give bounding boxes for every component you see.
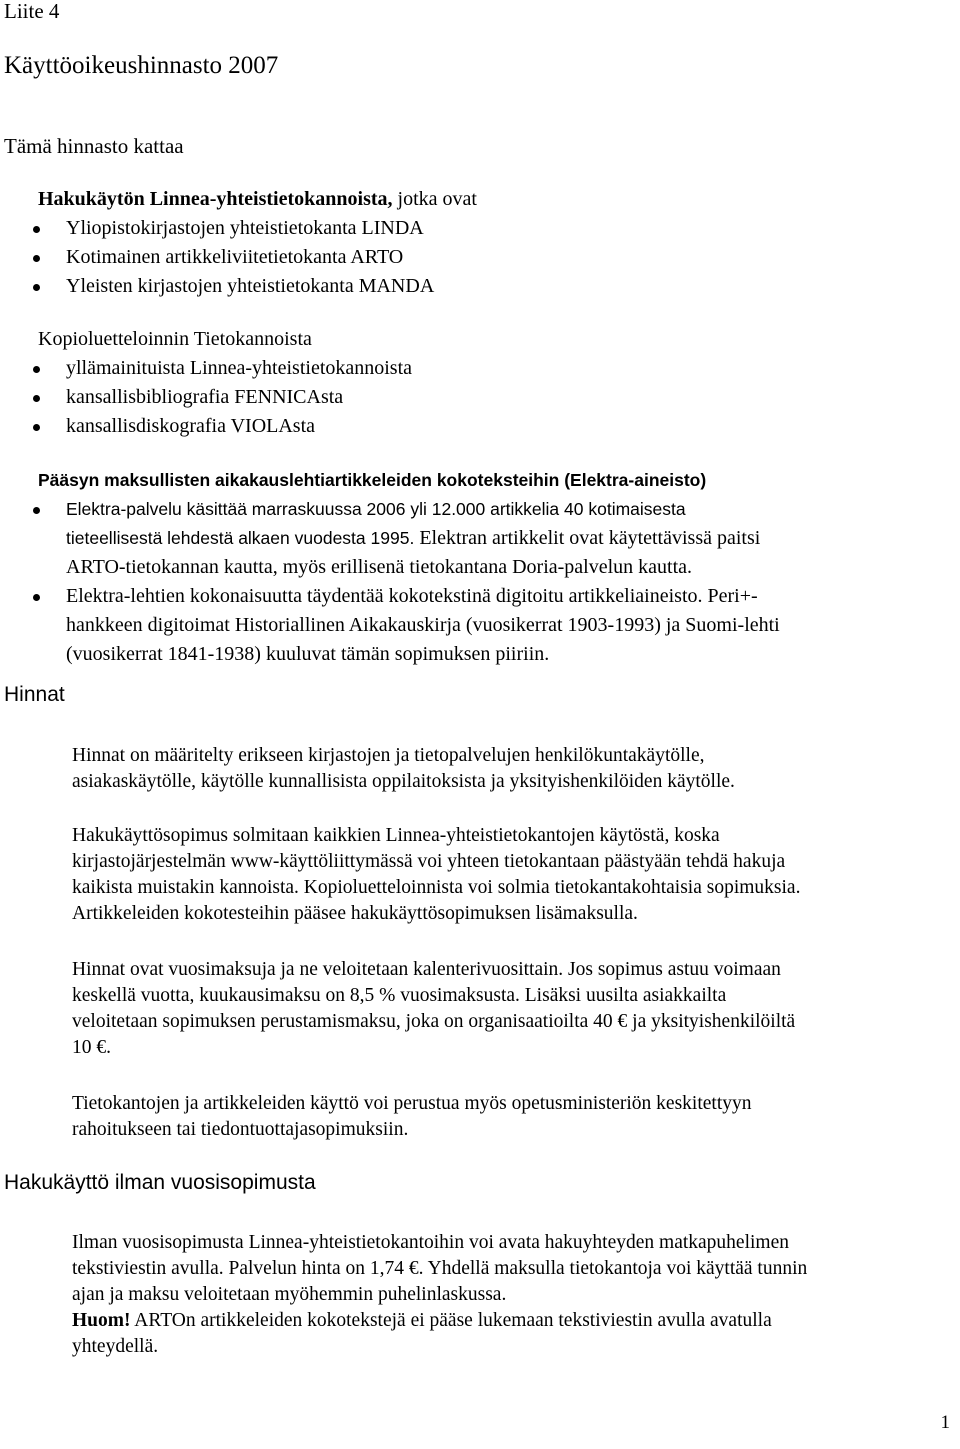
text-line: Hakukäyttösopimus solmitaan kaikkien Linnea-yhteistietokantojen käytöstä, koska [72,825,720,846]
section-copy-heading: Kopioluetteloinnin Tietokannoista [38,328,312,350]
text-line: kaikista muistakin kannoista. Kopioluetteloinnista voi solmia tietokantakohtaisia sopimuksia. [72,877,801,898]
section-elektra-heading: Pääsyn maksullisten aikakauslehtiartikkeleiden kokoteksteihin (Elektra-aineisto) [38,470,707,490]
text-line: veloitetaan sopimuksen perustamismaksu, joka on organisaatioilta 40 € ja yksityishenkilöiltä [72,1011,796,1032]
section-copy-list [0,354,412,441]
elektra-item1-line2 [66,524,780,553]
text-line: Tietokantojen ja artikkeleiden käyttö voi perustua myös opetusministeriön keskitettyyn [72,1093,752,1114]
text-line: kirjastojärjestelmän www-käyttöliittymässä voi yhteen tietokantaan päästyään tehdä hakuja [72,851,786,872]
list-item [0,243,477,272]
text-line: ajan ja maksu veloitetaan myöhemmin puhelinlaskussa. [72,1284,507,1305]
elektra-item2-line3: (vuosikerrat 1841-1938) kuuluvat tämän sopimuksen piiriin. [66,643,550,665]
list-item [0,412,412,441]
bullet-icon [33,424,40,431]
intro-text: Tämä hinnasto kattaa [4,134,184,158]
bullet-icon [33,226,40,233]
list-item-text: Yleisten kirjastojen yhteistietokanta MANDA [66,275,435,297]
prices-heading: Hinnat [4,683,65,706]
section-search-heading [38,185,477,214]
prices-paragraph-1 [72,743,735,795]
text-line: keskellä vuotta, kuukausimaksu on 8,5 % vuosimaksusta. Lisäksi uusilta asiakkailta [72,985,727,1006]
elektra-item1-line2-sans: tieteellisestä lehdestä alkaen vuodesta 1995. [66,528,415,548]
bullet-icon [33,594,40,601]
note-line [72,1308,807,1334]
note-label: Huom! [72,1310,131,1331]
list-item [0,272,477,301]
section-search-heading-bold: Hakukäytön Linnea-yhteistietokannoista, [38,188,393,210]
list-item-text: Kotimainen artikkeliviitetietokanta ARTO [66,246,404,268]
elektra-item1-line2-serif: Elektran artikkelit ovat käytettävissä paitsi [414,527,761,549]
text-line: Artikkeleiden kokotesteihin pääsee hakukäyttösopimuksen lisämaksulla. [72,903,638,924]
text-line: asiakaskäytölle, käytölle kunnallisista oppilaitoksista ja yksityishenkilöiden käytölle. [72,771,735,792]
list-item [0,383,412,412]
text-line: tekstiviestin avulla. Palvelun hinta on 1,74 €. Yhdellä maksulla tietokantoja voi käyttää tunnin [72,1258,808,1279]
list-item-text: Yliopistokirjastojen yhteistietokanta LINDA [66,217,424,239]
bullet-icon [33,395,40,402]
appendix-label: Liite 4 [4,0,60,23]
no-subscription-heading: Hakukäyttö ilman vuosisopimusta [4,1171,316,1194]
bullet-icon [33,255,40,262]
prices-paragraph-4 [72,1091,752,1143]
no-subscription-paragraph [72,1230,807,1360]
note-text: ARTOn artikkeleiden kokotekstejä ei pääse lukemaan tekstiviestin avulla avatulla [130,1310,772,1331]
text-line: yhteydellä. [72,1336,159,1357]
elektra-item1-line1: Elektra-palvelu käsittää marraskuussa 2006 yli 12.000 artikkelia 40 kotimaisesta [66,499,686,519]
prices-paragraph-3 [72,957,795,1061]
bullet-icon [33,366,40,373]
text-line: Ilman vuosisopimusta Linnea-yhteistietokantoihin voi avata hakuyhteyden matkapuhelimen [72,1232,789,1253]
text-line: rahoitukseen tai tiedontuottajasopimuksiin. [72,1119,409,1140]
list-item [0,354,412,383]
list-item [0,214,477,243]
section-search-list [0,214,477,301]
bullet-icon [33,507,40,514]
section-elektra-list [0,495,780,669]
elektra-item1-line3: ARTO-tietokannan kautta, myös erillisenä tietokantana Doria-palvelun kautta. [66,556,693,578]
text-line: 10 €. [72,1037,111,1058]
text-line: Hinnat ovat vuosimaksuja ja ne veloitetaan kalenterivuosittain. Jos sopimus astuu voimaan [72,959,781,980]
bullet-icon [33,284,40,291]
page-number: 1 [940,1412,950,1433]
page-title: Käyttöoikeushinnasto 2007 [4,52,279,79]
section-elektra [38,466,780,669]
list-item-text: yllämainituista Linnea-yhteistietokannoista [66,357,413,379]
list-item [0,582,780,669]
section-search [38,185,477,301]
section-copy [38,325,412,441]
list-item [0,495,780,582]
list-item-text: kansallisbibliografia FENNICAsta [66,386,344,408]
elektra-item2-line2: hankkeen digitoimat Historiallinen Aikakauskirja (vuosikerrat 1903-1993) ja Suomi-lehti [66,614,780,636]
text-line: Hinnat on määritelty erikseen kirjastojen ja tietopalvelujen henkilökuntakäytölle, [72,745,705,766]
section-search-heading-rest: jotka ovat [392,188,477,210]
elektra-item2-line1: Elektra-lehtien kokonaisuutta täydentää kokotekstinä digitoitu artikkeliaineisto. Peri+- [66,585,758,607]
prices-paragraph-2 [72,823,800,927]
list-item-text: kansallisdiskografia VIOLAsta [66,415,316,437]
